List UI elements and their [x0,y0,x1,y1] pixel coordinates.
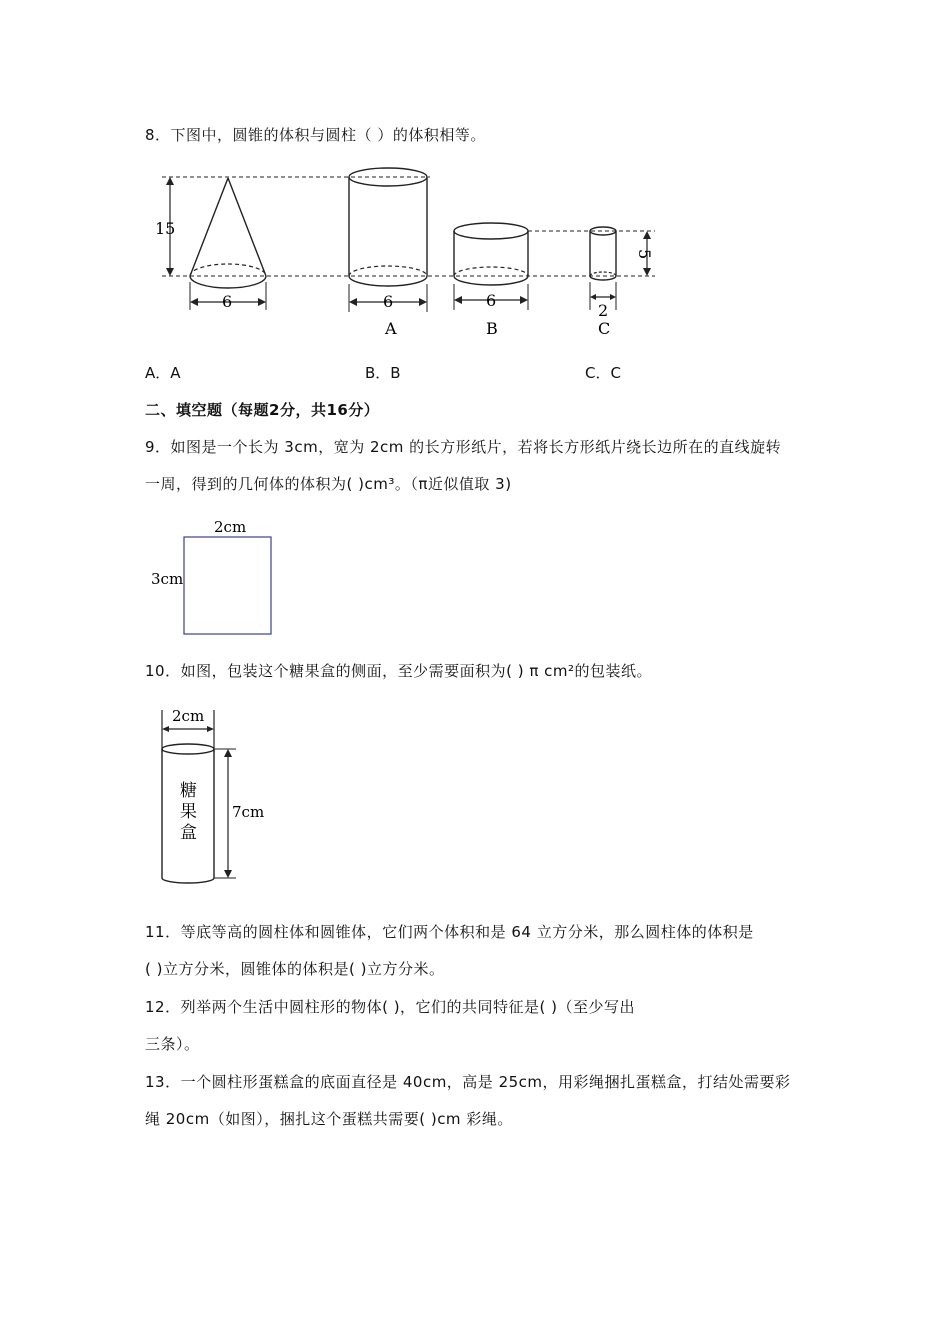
cylinder-c-label: C [598,319,611,338]
section-heading: 二、填空题（每题2分，共16分） [145,401,380,419]
cylinder-a-label: A [385,319,397,338]
cylinder-c [590,227,616,280]
cylinder-b-label: B [486,319,498,338]
option-c[interactable]: C．C [585,364,621,382]
question-11-line-1: 11．等底等高的圆柱体和圆锥体，它们两个体积和是 64 立方分米，那么圆柱体的体积是 [145,923,754,941]
question-10-figure [150,702,280,892]
question-13-line-2: 绳 20cm（如图），捆扎这个蛋糕共需要( )cm 彩绳。 [145,1110,513,1128]
cone-diameter-label: 6 [222,292,233,311]
box-text-1: 糖 [180,781,197,801]
box-text-3: 盒 [180,823,197,843]
cone [190,178,266,288]
option-a[interactable]: A．A [145,364,181,382]
cylinder-c-height-label: 5 [635,249,654,260]
question-12-line-2: 三条）。 [145,1035,200,1053]
box-diameter-label: 2cm [172,707,205,725]
question-9-figure [148,512,288,640]
box-height-label: 7cm [232,803,265,821]
question-9-line-2: 一周，得到的几何体的体积为( )cm³。（π近似值取 3) [145,475,512,493]
box-diameter-arrow [162,726,214,732]
question-9-line-1: 9．如图是一个长为 3cm，宽为 2cm 的长方形纸片，若将长方形纸片绕长边所在的直线旋转 [145,438,782,456]
cone-height-label: 15 [155,219,176,238]
option-b[interactable]: B．B [365,364,401,382]
question-12-line-1: 12．列举两个生活中圆柱形的物体( )，它们的共同特征是( )（至少写出 [145,998,636,1016]
cylinder-a [349,168,427,286]
question-13-line-1: 13．一个圆柱形蛋糕盒的底面直径是 40cm，高是 25cm，用彩绳捆扎蛋糕盒，打结处需要彩 [145,1073,791,1091]
rect-height-label: 3cm [151,570,184,588]
paper-rectangle [184,537,271,634]
cylinder-a-diameter-label: 6 [383,292,394,311]
rect-width-label: 2cm [214,518,247,536]
question-11-line-2: ( )立方分米，圆锥体的体积是( )立方分米。 [145,960,445,978]
cylinder-c-diameter-label: 2 [598,301,609,320]
cylinder-b-diameter-label: 6 [486,291,497,310]
box-text-2: 果 [180,802,197,822]
question-10-text: 10．如图，包装这个糖果盒的侧面，至少需要面积为( ) π cm²的包装纸。 [145,662,653,680]
box-height-arrow [224,749,232,878]
question-8-figure [150,160,670,345]
question-8-text: 8．下图中，圆锥的体积与圆柱（ ）的体积相等。 [145,126,486,144]
